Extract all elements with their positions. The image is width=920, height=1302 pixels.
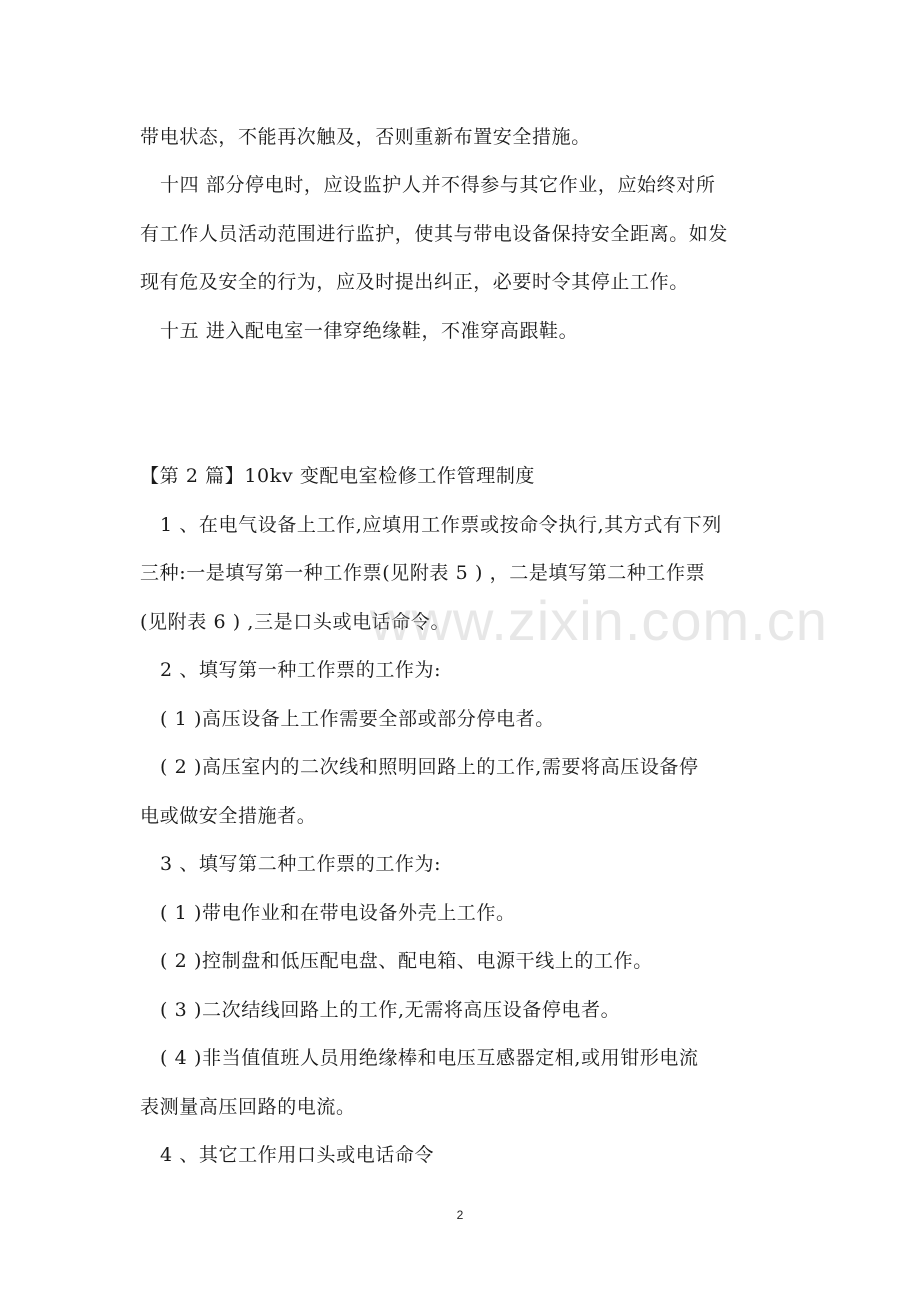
paragraph-line: ( 2 )高压室内的二次线和照明回路上的工作,需要将高压设备停 bbox=[160, 756, 699, 778]
watermark: www.zixin.com.cn bbox=[370, 589, 828, 652]
paragraph-line: 1 、在电气设备上工作,应填用工作票或按命令执行,其方式有下列 bbox=[160, 514, 722, 536]
paragraph-line: ( 4 )非当值值班人员用绝缘棒和电压互感器定相,或用钳形电流 bbox=[160, 1047, 699, 1069]
paragraph-line: 4 、其它工作用口头或电话命令 bbox=[160, 1144, 435, 1166]
paragraph-line: 十四 部分停电时，应设监护人并不得参与其它作业，应始终对所 bbox=[160, 174, 716, 196]
paragraph-line: 2 、填写第一种工作票的工作为: bbox=[160, 659, 442, 681]
paragraph-line: ( 2 )控制盘和低压配电盘、配电箱、电源干线上的工作。 bbox=[160, 950, 653, 972]
page-number: 2 bbox=[456, 1208, 464, 1222]
paragraph-line: ( 3 )二次结线回路上的工作,无需将高压设备停电者。 bbox=[160, 999, 621, 1021]
paragraph-line: 现有危及安全的行为，应及时提出纠正，必要时令其停止工作。 bbox=[140, 271, 689, 293]
paragraph-line: 表测量高压回路的电流。 bbox=[140, 1096, 356, 1118]
paragraph-line: 电或做安全措施者。 bbox=[140, 805, 317, 827]
paragraph-line: ( 1 )带电作业和在带电设备外壳上工作。 bbox=[160, 902, 516, 924]
paragraph-line: 3 、填写第二种工作票的工作为: bbox=[160, 853, 442, 875]
section-heading: 【第 2 篇】10kv 变配电室检修工作管理制度 bbox=[140, 465, 536, 487]
paragraph-line: ( 1 )高压设备上工作需要全部或部分停电者。 bbox=[160, 708, 555, 730]
paragraph-line: 带电状态，不能再次触及，否则重新布置安全措施。 bbox=[140, 126, 591, 148]
paragraph-line: 有工作人员活动范围进行监护，使其与带电设备保持安全距离。如发 bbox=[140, 223, 729, 245]
paragraph-line: (见附表 6 ) ,三是口头或电话命令。 bbox=[140, 611, 451, 633]
paragraph-line: 三种:一是填写第一种工作票(见附表 5 ) ，二是填写第二种工作票 bbox=[140, 562, 706, 584]
paragraph-line: 十五 进入配电室一律穿绝缘鞋，不准穿高跟鞋。 bbox=[160, 320, 579, 342]
